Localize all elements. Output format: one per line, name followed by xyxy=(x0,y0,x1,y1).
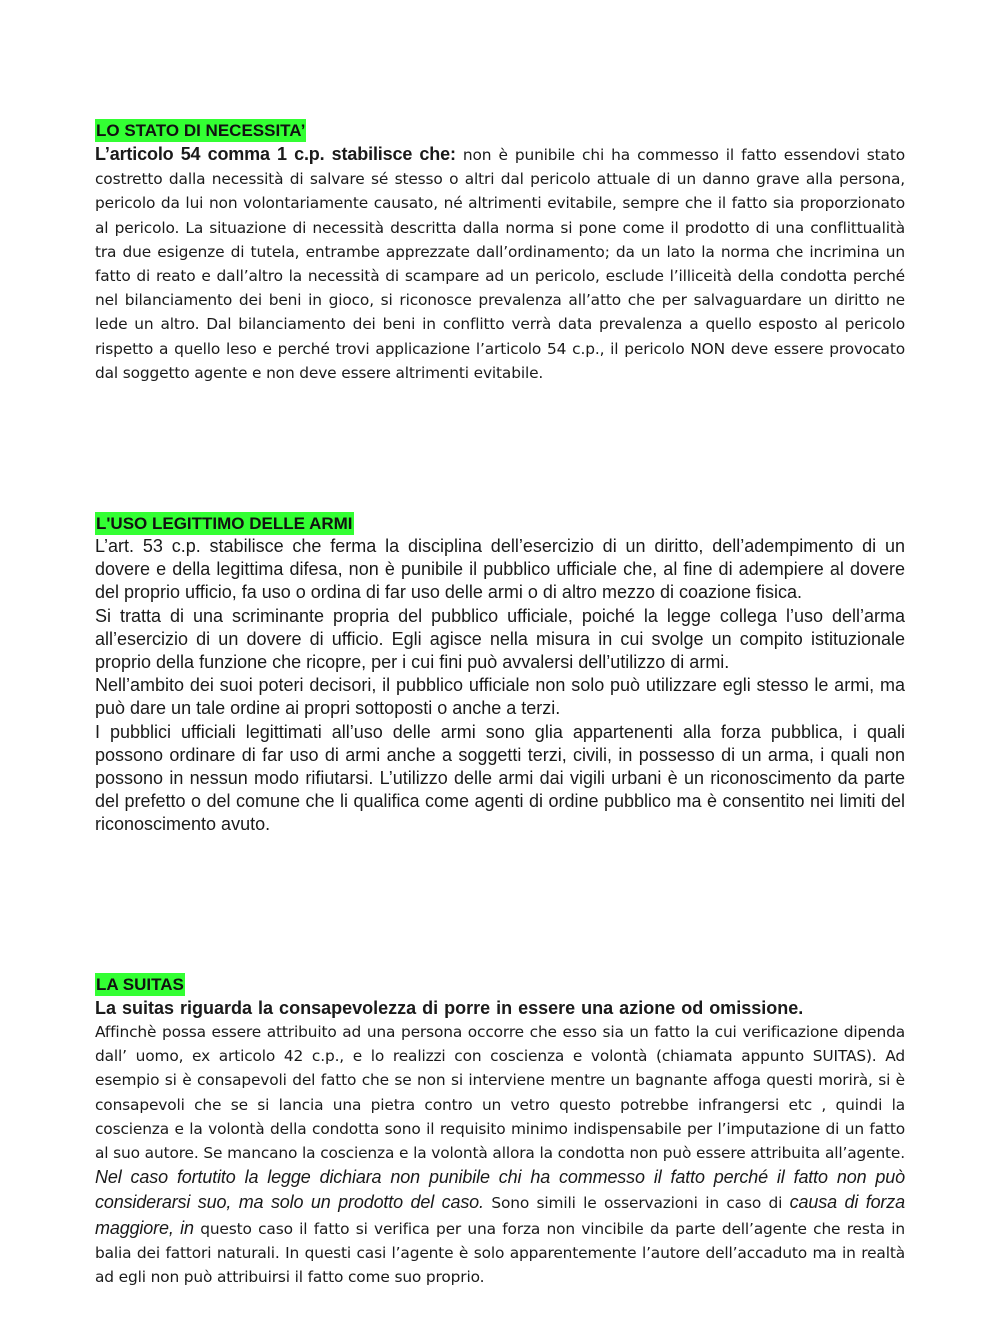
italic-text: causa di forza maggiore, in xyxy=(95,1192,905,1238)
section-paragraph: Nell’ambito dei suoi poteri decisori, il pubblico ufficiale non solo può utilizzare egli stesso le armi, ma può dare un tale ordine ai propri sottoposti o anche a terzi. xyxy=(95,675,905,719)
section-paragraph xyxy=(95,142,905,385)
italic-text: Nel caso fortutito la legge dichiara non punibile chi ha commesso il fatto perché il fatto non può considerarsi suo, ma solo un prodotto del caso. xyxy=(95,1167,905,1213)
body-text: non è punibile chi ha commesso il fatto essendovi stato costretto dalla necessità di salvare sé stesso o altri dal pericolo attuale di un danno grave alla persona, pericolo da lui non volontariamente causato, né altrimenti evitabile, sempre che il fatto sia proporzionato al pericolo. La situazione di necessità descritta dalla norma si pone come il prodotto di una conflittualità tra due esigenze di tutela, entrambe apprezzate dall’ordinamento; da un lato la norma che incrimina un fatto di reato e dall’altro la necessità di scampare ad un pericolo, esclude l’illiceità della condotta perché nel bilanciamento dei beni in gioco, si riconosce prevalenza all’atto che per salvaguardare un diritto ne lede un altro. Dal bilanciamento dei beni in conflitto verrà data prevalenza a quello esposto al pericolo rispetto a quello leso e perché trovi applicazione l’articolo 54 c.p., il pericolo NON deve essere provocato dal soggetto agente e non deve essere altrimenti evitabile. xyxy=(95,146,905,382)
lead-text: L’articolo 54 comma 1 c.p. stabilisce che: xyxy=(95,144,456,164)
body-text: questo caso il fatto si verifica per una forza non vincibile da parte dell’agente che resta in balia dei fattori naturali. In questi casi l’agente è solo apparentemente l’autore dell’accaduto ma in realtà ad egli non può attribuirsi il fatto come suo proprio. xyxy=(95,1219,905,1287)
lead-text: La suitas riguarda la consapevolezza di porre in essere una azione od omissione. xyxy=(95,998,804,1018)
section-paragraph: L’art. 53 c.p. stabilisce che ferma la disciplina dell’esercizio di un diritto, dell’adempimento di un dovere e della legittima difesa, non è punibile il pubblico ufficiale che, al fine di adempiere al dovere del proprio ufficio, fa uso o ordina di far uso delle armi o di altro mezzo di coazione fisica. xyxy=(95,536,905,603)
section-paragraph: I pubblici ufficiali legittimati all’uso delle armi sono glia appartenenti alla forza pubblica, i quali possono ordinare di far uso di armi anche a soggetti terzi, civili, in possesso di un arma, i quali non possono in nessun modo rifiutarsi. L’utilizzo delle armi dai vigili urbani è un riconoscimento da parte del prefetto o del comune che li qualifica come agenti di ordine pubblico ma è consentito nei limiti del riconoscimento avuto. xyxy=(95,721,905,835)
section-heading: LO STATO DI NECESSITA’ xyxy=(96,121,306,140)
body-text: Affinchè possa essere attribuito ad una persona occorre che esso sia un fatto la cui verificazione dipenda dall’ uomo, ex articolo 42 c.p., e lo realizzi con coscienza e volontà (chiamata appunto SUITAS). Ad esempio si è consapevoli del fatto che se non si interviene mentre un bagnante affoga questi morirà, si è consapevoli che se si lancia una pietra contro un vetro questo potrebbe infrangersi etc , quindi la coscienza e la volontà della condotta sono il requisito minimo indispensabile per l’imputazione di un fatto al suo autore. Se mancano la coscienza e la volontà allora la condotta non può essere attribuita all’agente. xyxy=(95,1023,905,1163)
section-paragraph: Si tratta di una scriminante propria del pubblico ufficiale, poiché la legge collega l’uso dell’arma all’esercizio di un dovere di ufficio. Egli agisce nella misura in cui svolge un compito istituzionale proprio della funzione che ricopre, per i cui fini può avvalersi dell’utilizzo di armi. xyxy=(95,605,905,673)
section-heading: L'USO LEGITTIMO DELLE ARMI xyxy=(96,514,353,533)
section-stato-di-necessita xyxy=(95,119,905,385)
section-uso-legittimo-armi xyxy=(95,512,905,837)
section-paragraph xyxy=(95,1020,905,1289)
section-suitas xyxy=(95,973,905,1289)
body-text: Sono simili le osservazioni in caso di xyxy=(483,1194,790,1213)
section-heading: LA SUITAS xyxy=(96,975,184,994)
